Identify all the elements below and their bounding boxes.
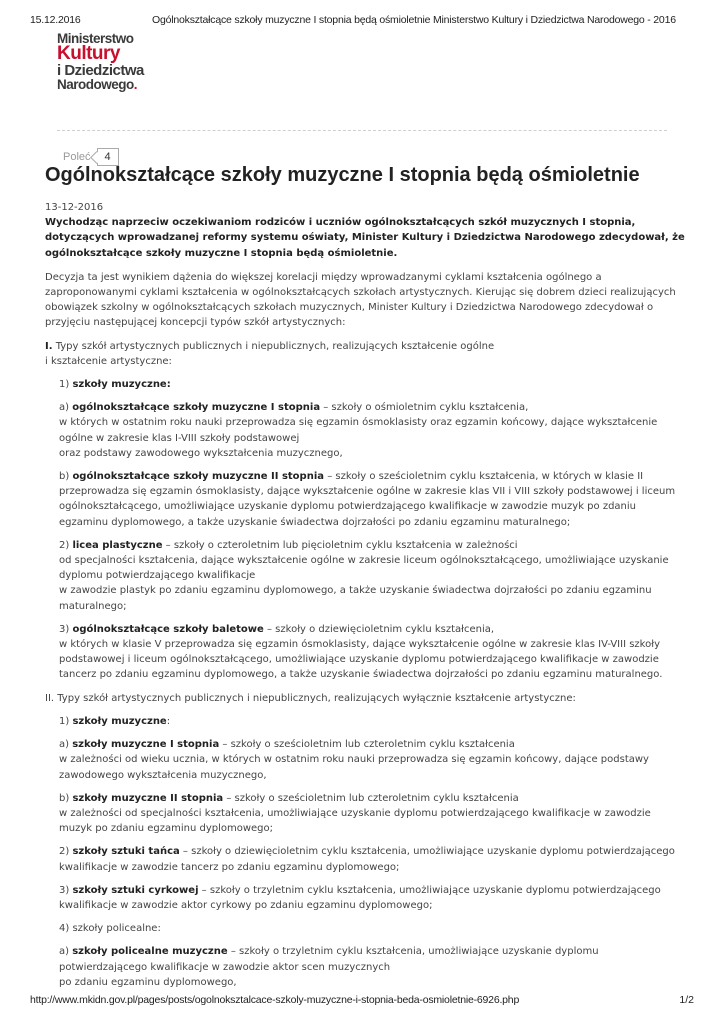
logo-line-2: Kultury <box>57 43 120 64</box>
list-item: 2) szkoły sztuki tańca – szkoły o dziewięcioletnim cyklu kształcenia, umożliwiające uzyskanie dyplomu potwierdzającego kwalifikacje w zawodzie tancerz po zdaniu egzaminu dyplomowego; <box>59 846 675 873</box>
logo-line-1: Ministerstwo <box>57 31 134 46</box>
list-item: a) szkoły policealne muzyczne – szkoły o trzyletnim cyklu kształcenia, umożliwiające uzyskanie dyplomu potwierdzającego kwalifikacje w zawodzie aktor scen muzycznych po zdaniu egzaminu dyplomowego, <box>59 946 599 988</box>
article-lead: Wychodząc naprzeciw oczekiwaniom rodziców i uczniów ogólnokształcących szkół muzycznych I stopnia, dotyczących wprowadzanej reformy systemu oświaty, Minister Kultury i Dziedzictwa Narodowego zdecydował, że ogólnokształcące szkoły muzyczne I stopnia będą ośmioletnie. <box>45 217 685 259</box>
header-divider <box>57 130 667 131</box>
article-date: 13-12-2016 <box>45 202 104 213</box>
logo-dot: . <box>133 77 138 92</box>
print-date: 15.12.2016 <box>30 14 81 26</box>
list-item: 3) szkoły sztuki cyrkowej – szkoły o trzyletnim cyklu kształcenia, umożliwiające uzyskanie dyplomu potwierdzającego kwalifikacje w zawodzie aktor cyrkowy po zdaniu egzaminu dyplomowego; <box>59 884 661 911</box>
print-url[interactable]: http://www.mkidn.gov.pl/pages/posts/ogolnoksztalcace-szkoly-muzyczne-i-stopnia-beda-osmioletnie-6926.php <box>30 994 520 1006</box>
article-intro: Decyzja ta jest wynikiem dążenia do większej korelacji między wprowadzanymi cyklami kształcenia ogólnego a zaproponowanymi cyklami kształcenia w ogólnokształcących szkołach artystycznych. Kierując się dobrem dzieci realizujących obowiązek szkolny w ogólnokształcących szkołach muzycznych, Minister Kultury i Dziedzictwa Narodowego zdecydował o przyjęciu następującej koncepcji typów szkół artystycznych: <box>45 271 676 329</box>
list-item: b) szkoły muzyczne II stopnia – szkoły o sześcioletnim lub czteroletnim cyklu kształcenia w zależności od specjalności kształcenia, umożliwiające uzyskanie dyplomu potwierdzającego kwalifikacje w zawodzie muzyk po zdaniu egzaminu dyplomowego; <box>59 792 651 835</box>
article-body <box>45 200 685 998</box>
print-document-title: Ogólnokształcące szkoły muzyczne I stopnia będą ośmioletnie Ministerstwo Kultury i Dziedzictwa Narodowego - 2016 <box>152 14 676 26</box>
section-2-heading: II. Typy szkół artystycznych publicznych i niepublicznych, realizujących wyłącznie kształcenie artystyczne: <box>45 692 576 704</box>
list-item: 2) licea plastyczne – szkoły o czteroletnim lub pięcioletnim cyklu kształcenia w zależności od specjalności kształcenia, dające wykształcenie ogólne w zakresie liceum ogólnokształcącego, umożliwiające uzyskanie dyplomu potwierdzającego kwalifikacje w zawodzie plastyk po zdaniu egzaminu dyplomowego, a także uzyskanie świadectwa dojrzałości po zdaniu egzaminu maturalnego; <box>59 539 669 612</box>
list-item: 3) ogólnokształcące szkoły baletowe – szkoły o dziewięcioletnim cyklu kształcenia, w których w klasie V przeprowadza się egzamin ósmoklasisty, dające wykształcenie ogólne w zakresie klas IV-VIII szkoły podstawowej i liceum ogólnokształcącego, umożliwiające uzyskanie dyplomu potwierdzającego kwalifikacje w zawodzie tancerz po zdaniu egzaminu dyplomowego, a także uzyskanie świadectwa dojrzałości po zdaniu egzaminu maturalnego. <box>59 623 663 681</box>
page-number: 1/2 <box>679 994 694 1006</box>
article-title: Ogólnokształcące szkoły muzyczne I stopnia będą ośmioletnie <box>45 164 640 186</box>
section-1-heading: I. Typy szkół artystycznych publicznych i niepublicznych, realizujących kształcenie ogólne i kształcenie artystyczne: <box>45 340 495 367</box>
list-item: a) szkoły muzyczne I stopnia – szkoły o sześcioletnim lub czteroletnim cyklu kształcenia w zależności od wieku ucznia, w których w ostatnim roku nauki przeprowadza się egzamin końcowy, dające podstawy zawodowego wykształcenia muzycznego, <box>59 739 649 781</box>
list-item: 1) szkoły muzyczne: <box>59 379 171 391</box>
list-item: a) ogólnokształcące szkoły muzyczne I stopnia – szkoły o ośmioletnim cyklu kształcenia, w których w ostatnim roku nauki przeprowadza się egzamin ósmoklasisty oraz egzamin końcowy, dające wykształcenie ogólne w zakresie klas I-VIII szkoły podstawowej oraz podstawy zawodowego wykształcenia muzycznego, <box>59 402 658 459</box>
recommend-count: 4 <box>97 148 119 166</box>
logo-line-3: i Dziedzictwa <box>57 62 144 79</box>
list-item: 4) szkoły policealne: <box>59 923 161 935</box>
list-item: b) ogólnokształcące szkoły muzyczne II stopnia – szkoły o sześcioletnim cyklu kształcenia, w których w klasie II przeprowadza się egzamin ósmoklasisty, dające wykształcenie ogólne w zakresie klas VII i VIII szkoły podstawowej i liceum ogólnokształcącego, umożliwiające uzyskanie dyplomu potwierdzającego kwalifikacje w zawodzie muzyk po zdaniu egzaminu dyplomowego, a także uzyskanie świadectwa dojrzałości po zdaniu egzaminu maturalnego; <box>59 471 676 528</box>
recommend-button[interactable]: Poleć <box>63 151 91 163</box>
list-item: 1) szkoły muzyczne: <box>59 715 171 727</box>
logo-line-4: Narodowego. <box>57 77 138 92</box>
ministry-logo[interactable] <box>57 32 144 91</box>
